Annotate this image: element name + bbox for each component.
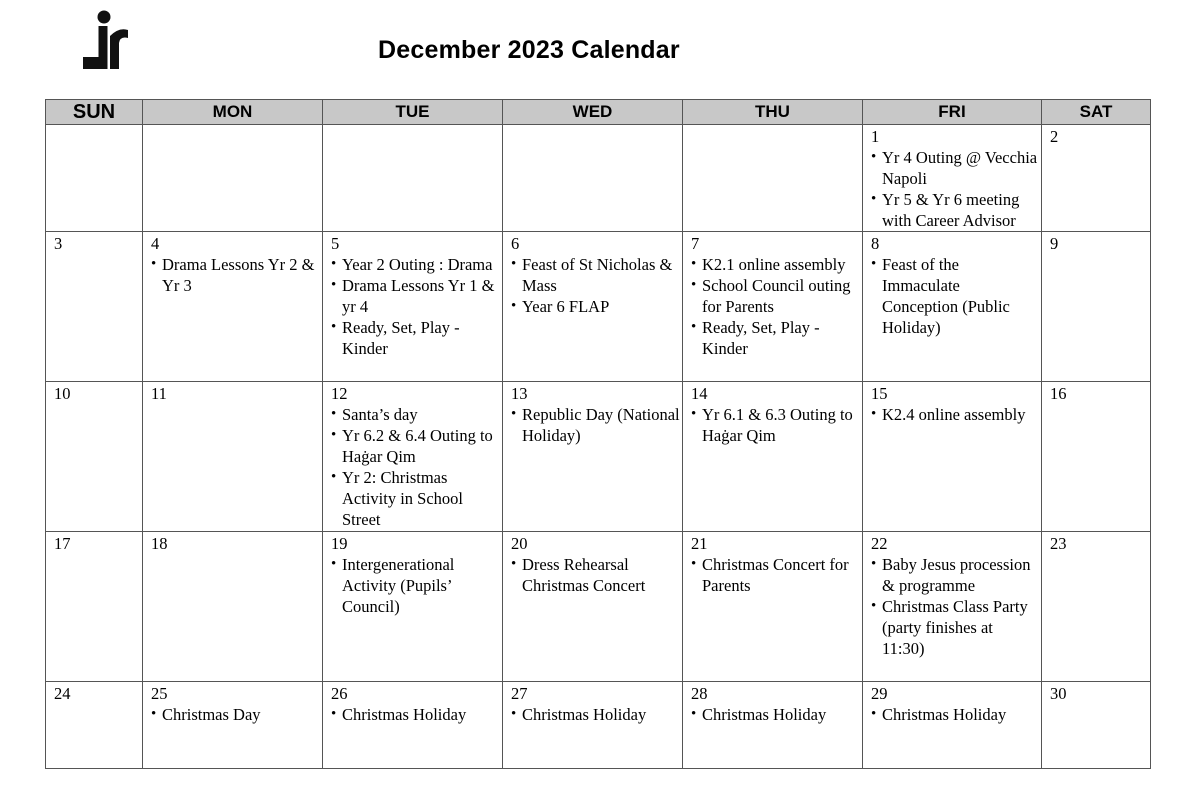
day-cell: [46, 382, 143, 532]
day-cell: [46, 532, 143, 682]
day-number: 14: [691, 384, 708, 403]
event-item: • Christmas Holiday: [331, 704, 500, 725]
event-item: • K2.1 online assembly: [691, 254, 860, 275]
event-item: • Yr 6.1 & 6.3 Outing to Haġar Qim: [691, 404, 860, 446]
event-list: [871, 554, 1039, 659]
event-list: [511, 554, 680, 596]
day-cell: [46, 125, 143, 232]
day-cell: [143, 125, 323, 232]
weekday-header-thu: THU: [683, 100, 863, 125]
day-cell: [1042, 532, 1151, 682]
event-list: [691, 404, 860, 446]
event-list: [871, 147, 1039, 231]
day-number: 6: [511, 234, 520, 253]
event-list: [871, 404, 1039, 425]
day-number: [151, 127, 320, 147]
day-number: 17: [54, 534, 71, 553]
event-item: • Christmas Day: [151, 704, 320, 725]
event-list: [511, 404, 680, 446]
day-number: [691, 127, 860, 147]
day-number: 10: [54, 384, 71, 403]
weekday-header-sat: SAT: [1042, 100, 1151, 125]
day-cell: [863, 382, 1042, 532]
day-cell: [863, 125, 1042, 232]
jr-logo: [80, 10, 130, 72]
event-list: [871, 704, 1039, 725]
day-number: 15: [871, 384, 888, 403]
day-cell: [143, 682, 323, 769]
day-cell: [323, 125, 503, 232]
event-item: • Ready, Set, Play - Kinder: [691, 317, 860, 359]
event-item: • Yr 5 & Yr 6 meeting with Career Advisor: [871, 189, 1039, 231]
day-cell: [683, 125, 863, 232]
weekday-header-tue: TUE: [323, 100, 503, 125]
day-cell: [323, 532, 503, 682]
week-row: [46, 232, 1151, 382]
event-item: • Christmas Holiday: [691, 704, 860, 725]
day-number: [511, 127, 680, 147]
day-cell: [323, 382, 503, 532]
day-number: 3: [54, 234, 63, 253]
event-list: [331, 404, 500, 530]
event-item: • Dress Rehearsal Christmas Concert: [511, 554, 680, 596]
event-item: • Santa’s day: [331, 404, 500, 425]
weekday-header-wed: WED: [503, 100, 683, 125]
calendar-table: [45, 99, 1151, 769]
day-number: 9: [1050, 234, 1059, 253]
event-item: • Christmas Holiday: [511, 704, 680, 725]
day-number: 13: [511, 384, 528, 403]
event-item: • Yr 4 Outing @ Vecchia Napoli: [871, 147, 1039, 189]
weekday-header-sun: SUN: [46, 100, 143, 125]
day-number: 22: [871, 534, 888, 553]
day-cell: [46, 232, 143, 382]
event-item: • Year 2 Outing : Drama: [331, 254, 500, 275]
day-cell: [503, 125, 683, 232]
event-item: • Christmas Holiday: [871, 704, 1039, 725]
day-number: 19: [331, 534, 348, 553]
day-cell: [143, 382, 323, 532]
day-number: 29: [871, 684, 888, 703]
day-cell: [143, 232, 323, 382]
event-item: • Yr 2: Christmas Activity in School Street: [331, 467, 500, 530]
event-list: [691, 254, 860, 359]
event-item: • Christmas Class Party (party finishes at 11:30): [871, 596, 1039, 659]
weekday-header-mon: MON: [143, 100, 323, 125]
event-item: • Yr 6.2 & 6.4 Outing to Haġar Qim: [331, 425, 500, 467]
day-cell: [1042, 232, 1151, 382]
day-number: 23: [1050, 534, 1067, 553]
day-cell: [1042, 382, 1151, 532]
day-number: 11: [151, 384, 167, 403]
weekday-header-row: [46, 100, 1151, 125]
event-item: • Drama Lessons Yr 1 & yr 4: [331, 275, 500, 317]
event-item: • Feast of the Immaculate Conception (Public Holiday): [871, 254, 1039, 338]
day-cell: [683, 682, 863, 769]
day-cell: [1042, 125, 1151, 232]
day-number: 16: [1050, 384, 1067, 403]
day-number: [54, 127, 140, 147]
week-row: [46, 125, 1151, 232]
day-number: 21: [691, 534, 708, 553]
week-row: [46, 532, 1151, 682]
event-item: • School Council outing for Parents: [691, 275, 860, 317]
event-item: • Year 6 FLAP: [511, 296, 680, 317]
day-cell: [143, 532, 323, 682]
day-cell: [503, 682, 683, 769]
page-title: December 2023 Calendar: [378, 36, 680, 64]
day-cell: [503, 532, 683, 682]
week-row: [46, 382, 1151, 532]
day-number: 4: [151, 234, 160, 253]
day-number: [331, 127, 500, 147]
event-list: [691, 554, 860, 596]
event-item: • Ready, Set, Play - Kinder: [331, 317, 500, 359]
day-cell: [683, 232, 863, 382]
day-cell: [863, 232, 1042, 382]
day-number: 12: [331, 384, 348, 403]
event-item: • Feast of St Nicholas & Mass: [511, 254, 680, 296]
day-number: 5: [331, 234, 340, 253]
event-item: • Republic Day (National Holiday): [511, 404, 680, 446]
event-list: [511, 704, 680, 725]
event-list: [691, 704, 860, 725]
event-list: [151, 254, 320, 296]
day-number: 24: [54, 684, 71, 703]
day-cell: [323, 682, 503, 769]
day-number: 18: [151, 534, 168, 553]
week-row: [46, 682, 1151, 769]
event-list: [151, 704, 320, 725]
day-number: 27: [511, 684, 528, 703]
weekday-header-fri: FRI: [863, 100, 1042, 125]
event-list: [511, 254, 680, 317]
day-cell: [863, 682, 1042, 769]
event-list: [331, 704, 500, 725]
day-number: 8: [871, 234, 880, 253]
event-item: • K2.4 online assembly: [871, 404, 1039, 425]
day-cell: [323, 232, 503, 382]
event-list: [331, 554, 500, 617]
day-number: 1: [871, 127, 880, 146]
day-number: 30: [1050, 684, 1067, 703]
day-number: 28: [691, 684, 708, 703]
day-number: 7: [691, 234, 700, 253]
day-cell: [683, 382, 863, 532]
day-cell: [683, 532, 863, 682]
event-list: [871, 254, 1039, 338]
event-item: • Drama Lessons Yr 2 & Yr 3: [151, 254, 320, 296]
event-item: • Christmas Concert for Parents: [691, 554, 860, 596]
day-number: 2: [1050, 127, 1059, 146]
day-number: 26: [331, 684, 348, 703]
day-cell: [503, 382, 683, 532]
day-cell: [503, 232, 683, 382]
day-number: 20: [511, 534, 528, 553]
day-number: 25: [151, 684, 168, 703]
event-item: • Baby Jesus procession & programme: [871, 554, 1039, 596]
day-cell: [863, 532, 1042, 682]
day-cell: [46, 682, 143, 769]
event-list: [331, 254, 500, 359]
day-cell: [1042, 682, 1151, 769]
event-item: • Intergenerational Activity (Pupils’ Council): [331, 554, 500, 617]
